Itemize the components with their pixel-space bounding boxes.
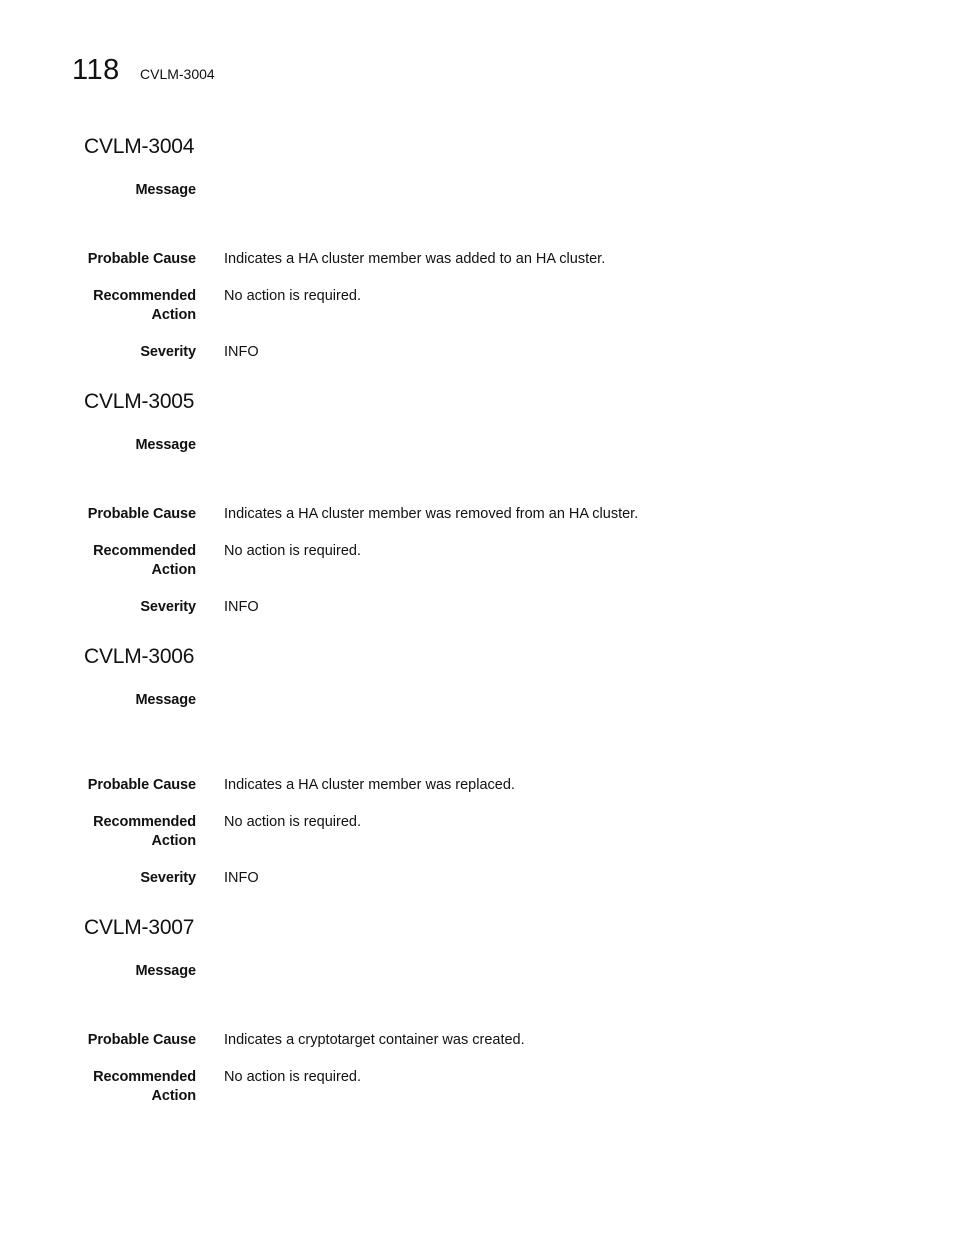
probable-cause-label: Probable Cause: [87, 251, 196, 267]
recommended-action-text: No action is required.: [224, 814, 362, 830]
probable-cause-label: Probable Cause: [87, 506, 196, 522]
recommended-action-label: Recommended Action: [93, 543, 196, 578]
severity-label: Severity: [140, 599, 196, 615]
recommended-action-text: No action is required.: [224, 1069, 362, 1085]
entry-title: CVLM-3004: [84, 135, 195, 158]
recommended-action-label: Recommended Action: [93, 288, 196, 323]
recommended-action-label: Recommended Action: [93, 1069, 196, 1104]
probable-cause-text: Indicates a HA cluster member was removed from an HA cluster.: [224, 506, 639, 522]
message-label: Message: [135, 692, 196, 708]
message-label: Message: [135, 963, 196, 979]
probable-cause-label: Probable Cause: [87, 777, 196, 793]
probable-cause-text: Indicates a HA cluster member was replaced.: [224, 777, 515, 793]
message-label: Message: [135, 437, 196, 453]
severity-value: INFO: [224, 870, 259, 886]
severity-label: Severity: [140, 870, 196, 886]
page-number: 118: [72, 54, 120, 86]
severity-value: INFO: [224, 344, 259, 360]
entry-title: CVLM-3007: [84, 916, 195, 939]
recommended-action-text: No action is required.: [224, 543, 362, 559]
entry-title: CVLM-3005: [84, 390, 195, 413]
probable-cause-text: Indicates a cryptotarget container was created.: [224, 1032, 525, 1048]
message-label: Message: [135, 182, 196, 198]
running-head: CVLM-3004: [140, 66, 215, 82]
probable-cause-label: Probable Cause: [87, 1032, 196, 1048]
recommended-action-label: Recommended Action: [93, 814, 196, 849]
entry-title: CVLM-3006: [84, 645, 195, 668]
probable-cause-text: Indicates a HA cluster member was added to an HA cluster.: [224, 251, 606, 267]
severity-value: INFO: [224, 599, 259, 615]
recommended-action-text: No action is required.: [224, 288, 362, 304]
severity-label: Severity: [140, 344, 196, 360]
